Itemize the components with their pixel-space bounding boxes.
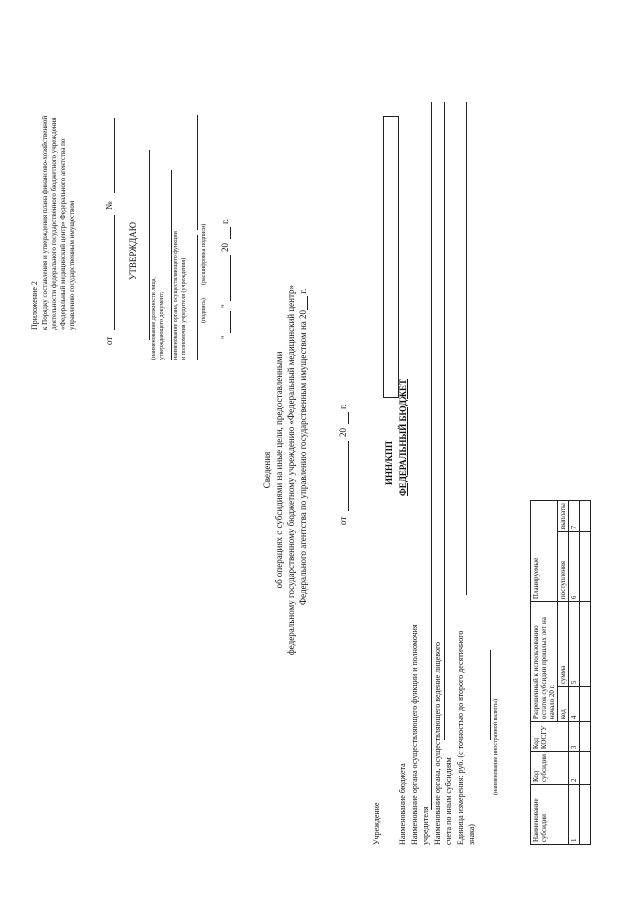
account-organ-label-1: Наименование органа, осуществляющего ведение лицевого [433, 641, 442, 845]
header-subsidy-code: Код субсидии [531, 752, 569, 785]
approval-month-line [220, 255, 231, 301]
appendix-line-3: «Федеральный медицинский центр» Федерального агентства по [59, 138, 67, 330]
heading-line-2: федеральному государственному бюджетному учреждению «Федеральный медицинский центр» [286, 284, 296, 656]
appendix-line-4: управлению государственным имуществом [68, 200, 76, 330]
column-number: 6 [569, 532, 580, 602]
table-cell [580, 602, 591, 687]
table-cell [580, 722, 591, 752]
table-cell [580, 752, 591, 785]
appendix-line-1: к Порядку составления и утверждения плана финансово-хозяйственной [41, 115, 49, 330]
subsidy-operations-table [530, 500, 591, 845]
column-number: 3 [569, 722, 580, 752]
organ-caption-2: и полномочия учредителя (учреждения) [181, 257, 187, 360]
table-cell [580, 532, 591, 602]
unit-label-1: Единица измерения: руб. (с точностью до второго десятичного [456, 630, 465, 845]
heading-date-suffix: г. [338, 404, 348, 409]
unit-line [456, 102, 467, 595]
official-caption-1: (наименование должности лица, [151, 277, 157, 360]
decoding-caption: (расшифровка подписи) [201, 223, 207, 285]
column-number: 5 [569, 602, 580, 687]
header-planned: Планируемые [531, 501, 558, 602]
heading-date-line [338, 441, 349, 511]
table-cell [580, 785, 591, 845]
approval-date-line [104, 215, 115, 330]
appendix-line-2: деятельности федерального государственного бюджетного учреждения [50, 117, 58, 330]
organ-caption-1: наименование органа, осуществляющего функции [173, 231, 179, 360]
column-number: 4 [569, 687, 580, 722]
approval-title: УТВЕРЖДАЮ [128, 221, 138, 280]
account-organ-label-2: счета по иным субсидиям [444, 757, 453, 845]
budget-name-value: ФЕДЕРАЛЬНЫЙ БЮДЖЕТ [398, 378, 408, 496]
heading-line-1: об операциях с субсидиями на иные цели, предоставленными [274, 351, 284, 589]
founder-organ-label-2: учредителя [421, 806, 430, 845]
signature-line [192, 235, 198, 360]
inn-kpp-field [383, 116, 399, 398]
approval-number-line [104, 118, 115, 193]
table-row [580, 501, 591, 845]
inn-kpp-label: ИНН/КПП [384, 440, 394, 485]
header-kosgu-code: Код КОСГУ [531, 722, 569, 752]
table-header-row-1 [531, 501, 558, 845]
budget-name-label: Наименование бюджета [398, 763, 407, 845]
table-cell [580, 687, 591, 722]
founder-organ-label-1: Наименование органа осуществляющего функции и полномочия [410, 624, 419, 845]
header-sum: сумма [558, 602, 569, 687]
header-receipts: поступления [558, 532, 569, 602]
column-number: 2 [569, 752, 580, 785]
official-caption-2: утверждающего документ; [159, 291, 165, 360]
heading-line-3-prefix: Федерального агентства по управлению государственным имуществом на 20 [298, 309, 308, 605]
currency-line [482, 650, 491, 740]
approval-number-sign: № [104, 201, 114, 210]
document-title: Сведения [262, 451, 272, 489]
heading-date-year: 20 [338, 428, 348, 437]
appendix-number: Приложение 2 [30, 281, 39, 330]
approval-date-close-quote: " [220, 304, 230, 308]
heading-line-3-suffix: г. [298, 288, 308, 294]
currency-caption: (наименование иностранной валюты) [493, 699, 499, 795]
approval-year-line [220, 227, 231, 239]
founder-organ-line [421, 102, 432, 810]
header-permitted-balance: Разрешенный к использованию остаток субсидии прошлых лет на начало 20 г. [531, 602, 558, 722]
account-organ-line [434, 102, 445, 740]
heading-line-3 [298, 289, 309, 605]
approval-day-line [220, 311, 231, 333]
header-subsidy-name: Наименование субсидии [531, 785, 569, 845]
decoding-line [192, 115, 198, 230]
signature-caption: (подпись) [201, 298, 207, 323]
heading-date-from: от [338, 516, 348, 525]
approval-date-year: 20 [220, 243, 230, 252]
header-payments: выплаты [558, 501, 569, 532]
column-number: 7 [569, 501, 580, 532]
approval-from-label: от [104, 336, 114, 345]
approval-date-open-quote: " [220, 335, 230, 339]
table-number-row [569, 501, 580, 845]
unit-label-2: знака) [467, 824, 476, 845]
approval-date-suffix: г. [220, 219, 230, 224]
table-cell [580, 501, 591, 532]
institution-label: Учреждение [372, 802, 381, 845]
heading-year-line [298, 296, 308, 310]
header-code: код [558, 687, 569, 722]
heading-date-year-line [338, 412, 349, 424]
column-number: 1 [569, 785, 580, 845]
